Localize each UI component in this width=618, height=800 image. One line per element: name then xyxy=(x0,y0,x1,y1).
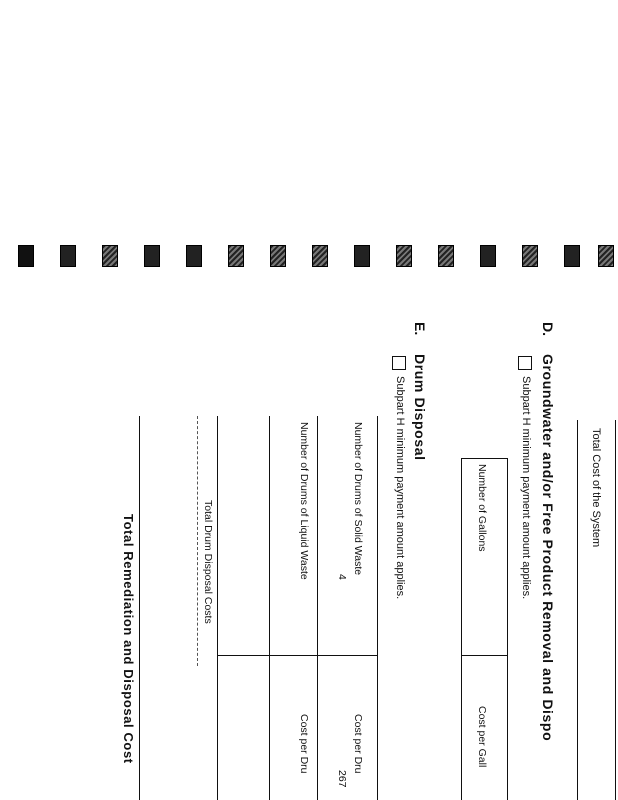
table-rule xyxy=(217,416,218,800)
section-e-minimum-checkbox[interactable] xyxy=(392,356,406,370)
binder-hole xyxy=(270,245,286,267)
col-cost-per-drum-2: Cost per Dru xyxy=(298,714,310,774)
table-rule-dashed xyxy=(197,416,198,666)
binder-hole xyxy=(102,245,118,267)
binder-hole xyxy=(522,245,538,267)
binder-hole xyxy=(144,245,160,267)
col-drums-solid-waste: Number of Drums of Solid Waste xyxy=(352,422,364,576)
table-rule xyxy=(462,458,508,459)
binder-hole xyxy=(228,245,244,267)
binder-hole xyxy=(564,245,580,267)
section-d-title: Groundwater and/or Free Product Removal and Dispo xyxy=(540,354,556,742)
binder-hole xyxy=(312,245,328,267)
system-total-label: Total Cost of the System xyxy=(590,428,602,548)
cost-per-drum-value: 267 xyxy=(336,770,348,788)
section-d-minimum-checkbox[interactable] xyxy=(518,356,532,370)
system-total-rule-top xyxy=(615,420,616,800)
binder-hole xyxy=(396,245,412,267)
col-drums-liquid-waste: Number of Drums of Liquid Waste xyxy=(298,422,310,580)
binder-hole xyxy=(186,245,202,267)
col-number-of-gallons: Number of Gallons xyxy=(476,464,488,552)
system-total-rule xyxy=(577,420,578,800)
total-drum-disposal-label: Total Drum Disposal Costs xyxy=(202,500,214,624)
section-e-letter: E. xyxy=(412,322,428,336)
col-cost-per-gallon: Cost per Gall xyxy=(476,706,488,768)
table-rule xyxy=(218,655,378,656)
table-rule xyxy=(317,416,318,800)
section-d-letter: D. xyxy=(540,322,556,336)
table-rule xyxy=(377,416,378,800)
col-cost-per-drum: Cost per Dru xyxy=(352,714,364,774)
binder-hole xyxy=(18,245,34,267)
table-rule xyxy=(269,416,270,800)
binder-hole xyxy=(60,245,76,267)
section-d-checkbox-label: Subpart H minimum payment amount applies. xyxy=(520,376,532,600)
table-rule xyxy=(461,458,462,800)
binder-hole xyxy=(598,245,614,267)
binder-hole xyxy=(480,245,496,267)
section-e-title: Drum Disposal xyxy=(412,354,428,461)
section-e-checkbox-label: Subpart H minimum payment amount applies. xyxy=(394,376,406,600)
table-rule xyxy=(507,458,508,800)
grand-total-label: Total Remediation and Disposal Cost xyxy=(121,514,136,764)
grand-total-rule xyxy=(139,416,140,800)
binder-hole xyxy=(354,245,370,267)
table-rule xyxy=(462,655,508,656)
solid-waste-drum-count: 4 xyxy=(336,574,348,580)
binder-hole xyxy=(438,245,454,267)
